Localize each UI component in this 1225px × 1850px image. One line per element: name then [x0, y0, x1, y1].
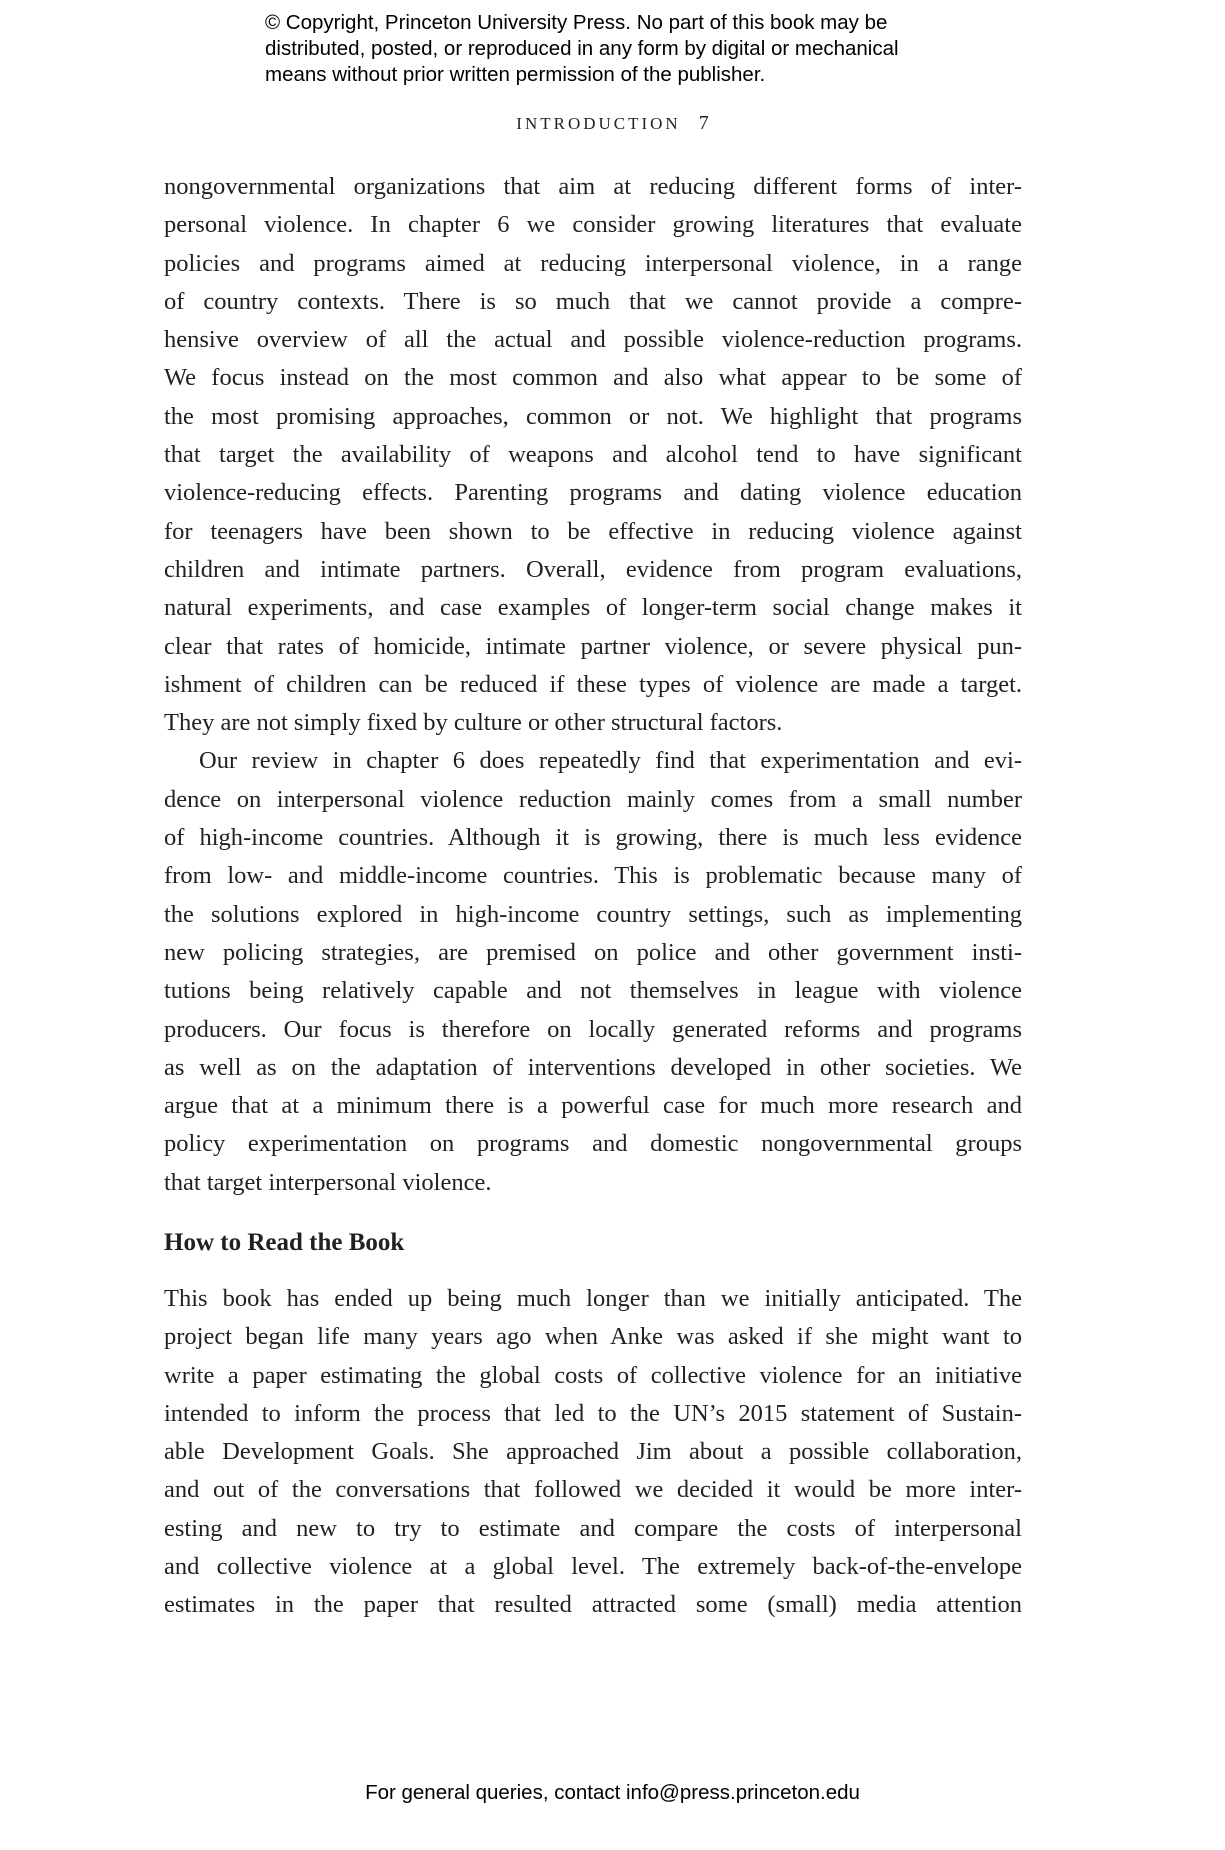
text-line: personal violence. In chapter 6 we consider growing literatures that evaluate	[164, 211, 1022, 239]
text-line: estimates in the paper that resulted attracted some (small) media attention	[164, 1591, 1022, 1619]
text-line: nongovernmental organizations that aim at reducing different forms of inter-	[164, 173, 1022, 200]
text-line: natural experiments, and case examples of longer-term social change makes it	[164, 594, 1022, 622]
text-line: write a paper estimating the global costs of collective violence for an initiative	[164, 1361, 1022, 1389]
copyright-line: © Copyright, Princeton University Press. No part of this book may be	[265, 11, 888, 34]
text-line: and out of the conversations that followed we decided it would be more inter-	[164, 1476, 1022, 1504]
text-line: tutions being relatively capable and not themselves in league with violence	[164, 977, 1022, 1005]
text-line: project began life many years ago when Anke was asked if she might want to	[164, 1323, 1022, 1351]
text-line: dence on interpersonal violence reduction mainly comes from a small number	[164, 785, 1022, 813]
text-line: for teenagers have been shown to be effective in reducing violence against	[164, 517, 1022, 545]
copyright-line: distributed, posted, or reproduced in any form by digital or mechanical	[265, 37, 899, 60]
text-line: new policing strategies, are premised on police and other government insti-	[164, 938, 1022, 966]
text-line: esting and new to try to estimate and compare the costs of interpersonal	[164, 1514, 1022, 1542]
text-line: and collective violence at a global level. The extremely back-of-the-envelope	[164, 1553, 1022, 1581]
page-number: 7	[698, 112, 709, 134]
copyright-line: means without prior written permission of the publisher.	[265, 63, 766, 86]
text-line: producers. Our focus is therefore on locally generated reforms and programs	[164, 1015, 1022, 1043]
text-line: This book has ended up being much longer than we initially anticipated. The	[164, 1285, 1022, 1312]
text-line: intended to inform the process that led to the UN’s 2015 statement of Sustain-	[164, 1399, 1022, 1427]
text-line: policies and programs aimed at reducing interpersonal violence, in a range	[164, 249, 1022, 277]
text-line: that target interpersonal violence.	[164, 1168, 492, 1196]
text-line: that target the availability of weapons and alcohol tend to have significant	[164, 441, 1022, 469]
text-line: hensive overview of all the actual and possible violence-reduction programs.	[164, 326, 1022, 354]
text-line: Our review in chapter 6 does repeatedly find that experimentation and evi-	[199, 747, 1022, 775]
footer-contact: For general queries, contact info@press.princeton.edu	[365, 1781, 860, 1804]
text-line: the solutions explored in high-income country settings, such as implementing	[164, 900, 1022, 928]
text-line: the most promising approaches, common or not. We highlight that programs	[164, 402, 1022, 430]
text-line: clear that rates of homicide, intimate partner violence, or severe physical pun-	[164, 632, 1022, 660]
running-head-title: INTRODUCTION	[516, 114, 681, 133]
copyright-notice	[265, 10, 899, 88]
text-line: argue that at a minimum there is a powerful case for much more research and	[164, 1092, 1022, 1120]
running-head	[0, 112, 1225, 135]
text-line: children and intimate partners. Overall, evidence from program evaluations,	[164, 555, 1022, 583]
section-body-text	[164, 1280, 1022, 1625]
text-line: We focus instead on the most common and also what appear to be some of	[164, 364, 1022, 392]
text-line: of high-income countries. Although it is growing, there is much less evidence	[164, 824, 1022, 852]
text-line: ishment of children can be reduced if these types of violence are made a target.	[164, 670, 1022, 698]
text-line: policy experimentation on programs and domestic nongovernmental groups	[164, 1130, 1022, 1158]
text-line: of country contexts. There is so much that we cannot provide a compre-	[164, 287, 1022, 315]
text-line: able Development Goals. She approached Jim about a possible collaboration,	[164, 1438, 1022, 1466]
text-line: from low- and middle-income countries. This is problematic because many of	[164, 862, 1022, 890]
text-line: They are not simply fixed by culture or other structural factors.	[164, 709, 783, 737]
body-text	[164, 168, 1022, 1202]
text-line: violence-reducing effects. Parenting programs and dating violence education	[164, 479, 1022, 507]
text-line: as well as on the adaptation of interventions developed in other societies. We	[164, 1053, 1022, 1081]
section-heading: How to Read the Book	[164, 1229, 405, 1256]
